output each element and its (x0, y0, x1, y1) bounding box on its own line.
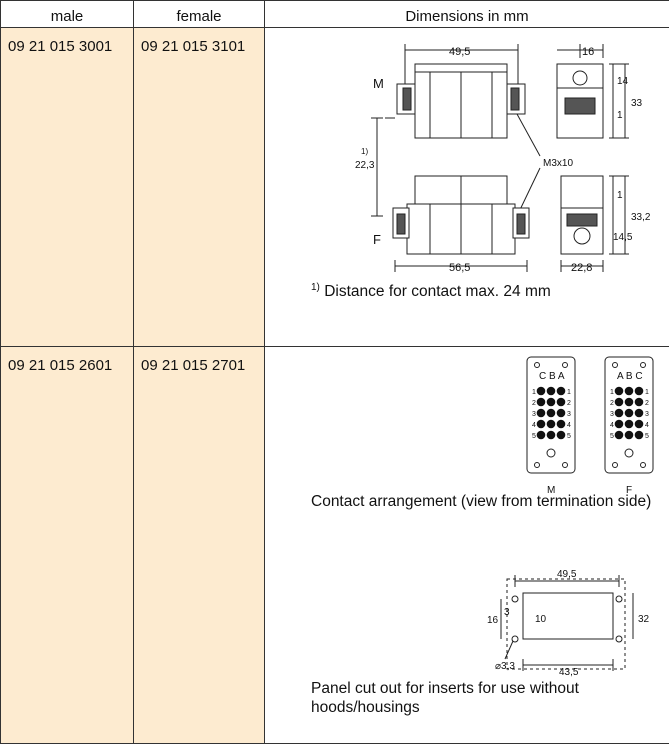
contact-row-number: 3 (532, 411, 536, 418)
contact-row-number: 3 (645, 411, 649, 418)
panel-dim-16: 16 (487, 615, 499, 626)
footnote-mark: 1) (311, 282, 320, 293)
female-part-number: 09 21 015 2701 (134, 347, 265, 744)
dim-1-top: 1 (617, 110, 623, 121)
male-part-number: 09 21 015 3001 (1, 28, 134, 347)
dimension-drawing-cell (265, 28, 669, 347)
dim-22-8: 22,8 (571, 262, 592, 274)
contact-row-number: 1 (645, 389, 649, 396)
panel-dim-43-5: 43,5 (559, 667, 579, 678)
contact-row-number: 5 (610, 433, 614, 440)
contact-label-f: F (626, 485, 632, 496)
female-letters: A B C (617, 371, 643, 382)
screw-label: M3x10 (543, 158, 573, 169)
panel-dim-32: 32 (638, 614, 650, 625)
label-m: M (373, 76, 384, 91)
dim-33-2: 33,2 (631, 212, 651, 223)
contact-row-number: 4 (645, 422, 649, 429)
panel-cutout-drawing (265, 347, 668, 733)
table-row (1, 28, 669, 347)
panel-dim-49-5: 49,5 (557, 569, 577, 580)
panel-dim-10: 10 (535, 614, 547, 625)
label-f: F (373, 232, 381, 247)
dim-footnote-mark: 1) (361, 147, 368, 156)
contact-row-number: 4 (567, 422, 571, 429)
contact-row-number: 2 (567, 400, 571, 407)
contact-row-number: 2 (532, 400, 536, 407)
dim-49-5: 49,5 (449, 46, 470, 58)
dim-33: 33 (631, 98, 643, 109)
contact-label-m: M (547, 485, 555, 496)
contact-row-number: 2 (610, 400, 614, 407)
footnote (311, 278, 551, 301)
contact-row-number: 3 (610, 411, 614, 418)
contact-row-number: 2 (645, 400, 649, 407)
panel-dim-hole: ⌀3,3 (495, 661, 515, 672)
dim-56-5: 56,5 (449, 262, 470, 274)
panel-dim-3: 3 (504, 607, 510, 618)
contact-row-number: 4 (610, 422, 614, 429)
panel-caption: Panel cut out for inserts for use without hoods/housings (311, 679, 661, 717)
contact-row-number: 5 (532, 433, 536, 440)
header-dimensions: Dimensions in mm (265, 1, 669, 28)
contact-caption: Contact arrangement (view from termination side) (311, 492, 661, 511)
male-part-number: 09 21 015 2601 (1, 347, 134, 744)
dim-1-bottom: 1 (617, 190, 623, 201)
male-letters: C B A (539, 371, 565, 382)
contact-row-number: 1 (610, 389, 614, 396)
contact-row-number: 4 (532, 422, 536, 429)
contact-row-number: 5 (567, 433, 571, 440)
header-male: male (1, 1, 134, 28)
header-female: female (134, 1, 265, 28)
footnote-text: Distance for contact max. 24 mm (320, 283, 551, 300)
table-row (1, 347, 669, 744)
dim-22-3: 22,3 (355, 160, 375, 171)
contact-row-number: 1 (532, 389, 536, 396)
contact-row-number: 1 (567, 389, 571, 396)
contact-row-number: 5 (645, 433, 649, 440)
dim-14-5: 14,5 (613, 232, 633, 243)
female-part-number: 09 21 015 3101 (134, 28, 265, 347)
contact-and-panel-cell (265, 347, 669, 744)
dim-14: 14 (617, 76, 629, 87)
table-header-row (1, 1, 669, 28)
contact-row-number: 3 (567, 411, 571, 418)
dim-16: 16 (582, 46, 594, 58)
